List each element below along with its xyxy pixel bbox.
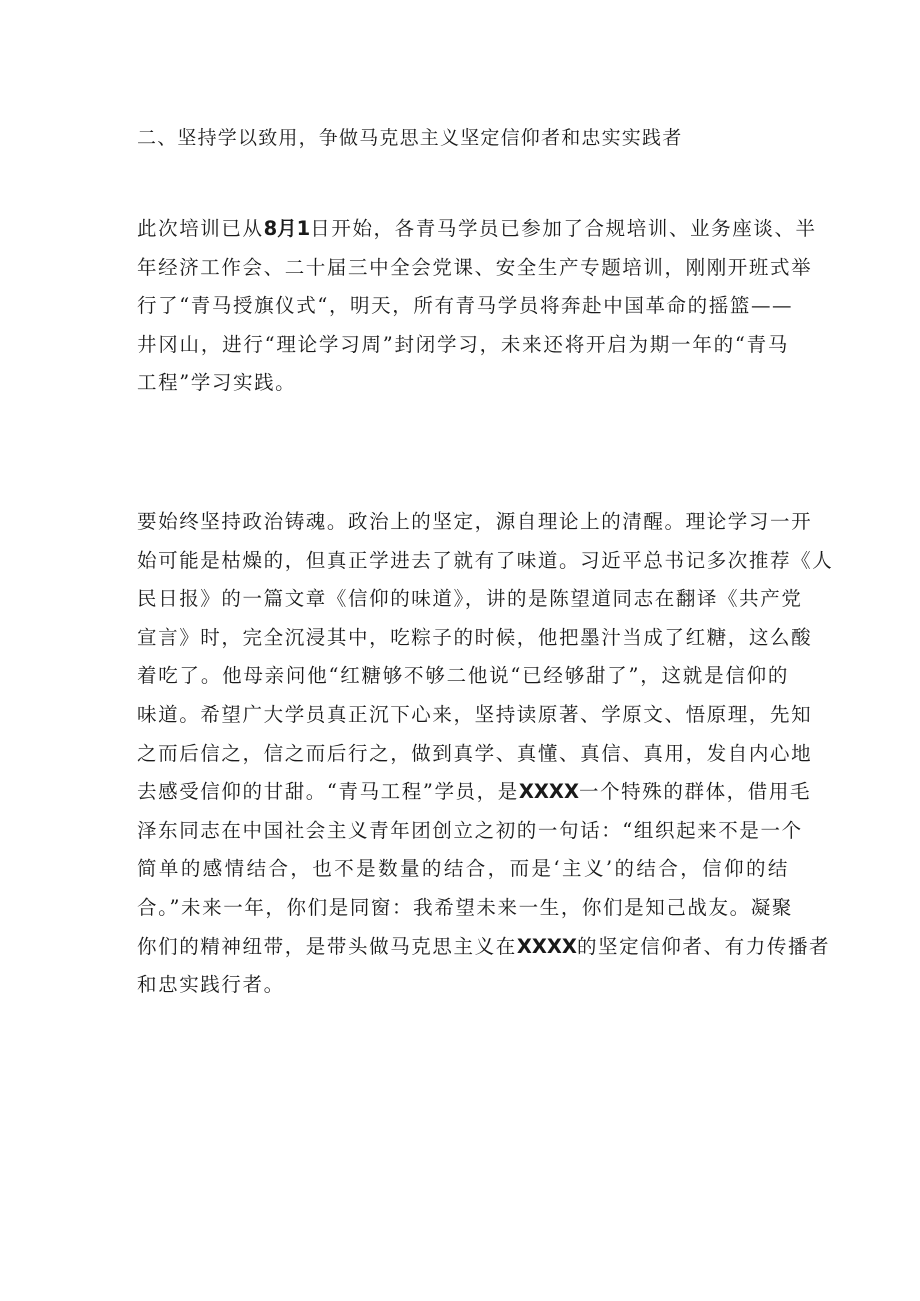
text-line: 之而后信之，信之而后行之，做到真学、真懂、真信、真用，发自内心地 [137, 741, 813, 765]
text-line: 泽东同志在中国社会主义青年团创立之初的一句话：“组织起来不是一个 [137, 818, 803, 842]
text-line: 味道。希望广大学员真正沉下心来，坚持读原著、学原文、悟原理，先知 [137, 702, 813, 726]
text-run: 此次培训已从 [137, 217, 264, 240]
text-line: 简单的感情结合，也不是数量的结合，而是‘主义’的结合，信仰的结 [137, 857, 789, 881]
text-line: 宣言》时，完全沉浸其中，吃粽子的时候，他把墨汁当成了红糖，这么酸 [137, 625, 813, 649]
text-line: 年经济工作会、二十届三中全会党课、安全生产专题培训，刚刚开班式举 [137, 255, 813, 279]
redacted-org-name: XXXX [518, 780, 579, 804]
text-line [137, 210, 817, 249]
paragraph-training-intro [137, 210, 817, 403]
redacted-org-name: XXXX [516, 934, 577, 958]
text-run: 的坚定信仰者、有力传播者 [576, 934, 831, 958]
text-line: 要始终坚持政治铸魂。政治上的坚定，源自理论上的清醒。理论学习一开 [137, 510, 813, 533]
text-line: 民日报》的一篇文章《信仰的味道》，讲的是陈望道同志在翻译《共产党 [137, 587, 803, 611]
paragraph-political-soul [137, 503, 834, 1005]
text-line: 始可能是枯燥的，但真正学进去了就有了味道。习近平总书记多次推荐《人 [137, 548, 834, 572]
text-run: 一个特殊的群体，借用毛 [578, 780, 812, 804]
date-text: 8月1 [263, 217, 311, 240]
text-line: 合。”未来一年，你们是同窗：我希望未来一生，你们是知己战友。凝聚 [137, 895, 793, 919]
text-line: 工程”学习实践。 [137, 371, 297, 395]
text-run: 去感受信仰的甘甜。“青马工程”学员，是 [137, 780, 519, 804]
text-line: 井冈山，进行“理论学习周”封闭学习，未来还将开启为期一年的“青马 [137, 332, 789, 356]
text-line [137, 928, 831, 967]
section-heading: 二、坚持学以致用，争做马克思主义坚定信仰者和忠实实践者 [137, 127, 683, 149]
text-line: 着吃了。他母亲问他“红糖够不够二他说“已经够甜了”，这就是信仰的 [137, 664, 789, 688]
text-line: 行了“青马授旗仪式“，明天，所有青马学员将奔赴中国革命的摇篮—— [137, 294, 794, 318]
text-run: 日开始，各青马学员已参加了合规培训、业务座谈、半 [310, 217, 817, 240]
text-run: 你们的精神纽带，是带头做马克思主义在 [137, 934, 517, 958]
text-line [137, 773, 812, 812]
text-line: 和忠实践行者。 [137, 973, 285, 997]
